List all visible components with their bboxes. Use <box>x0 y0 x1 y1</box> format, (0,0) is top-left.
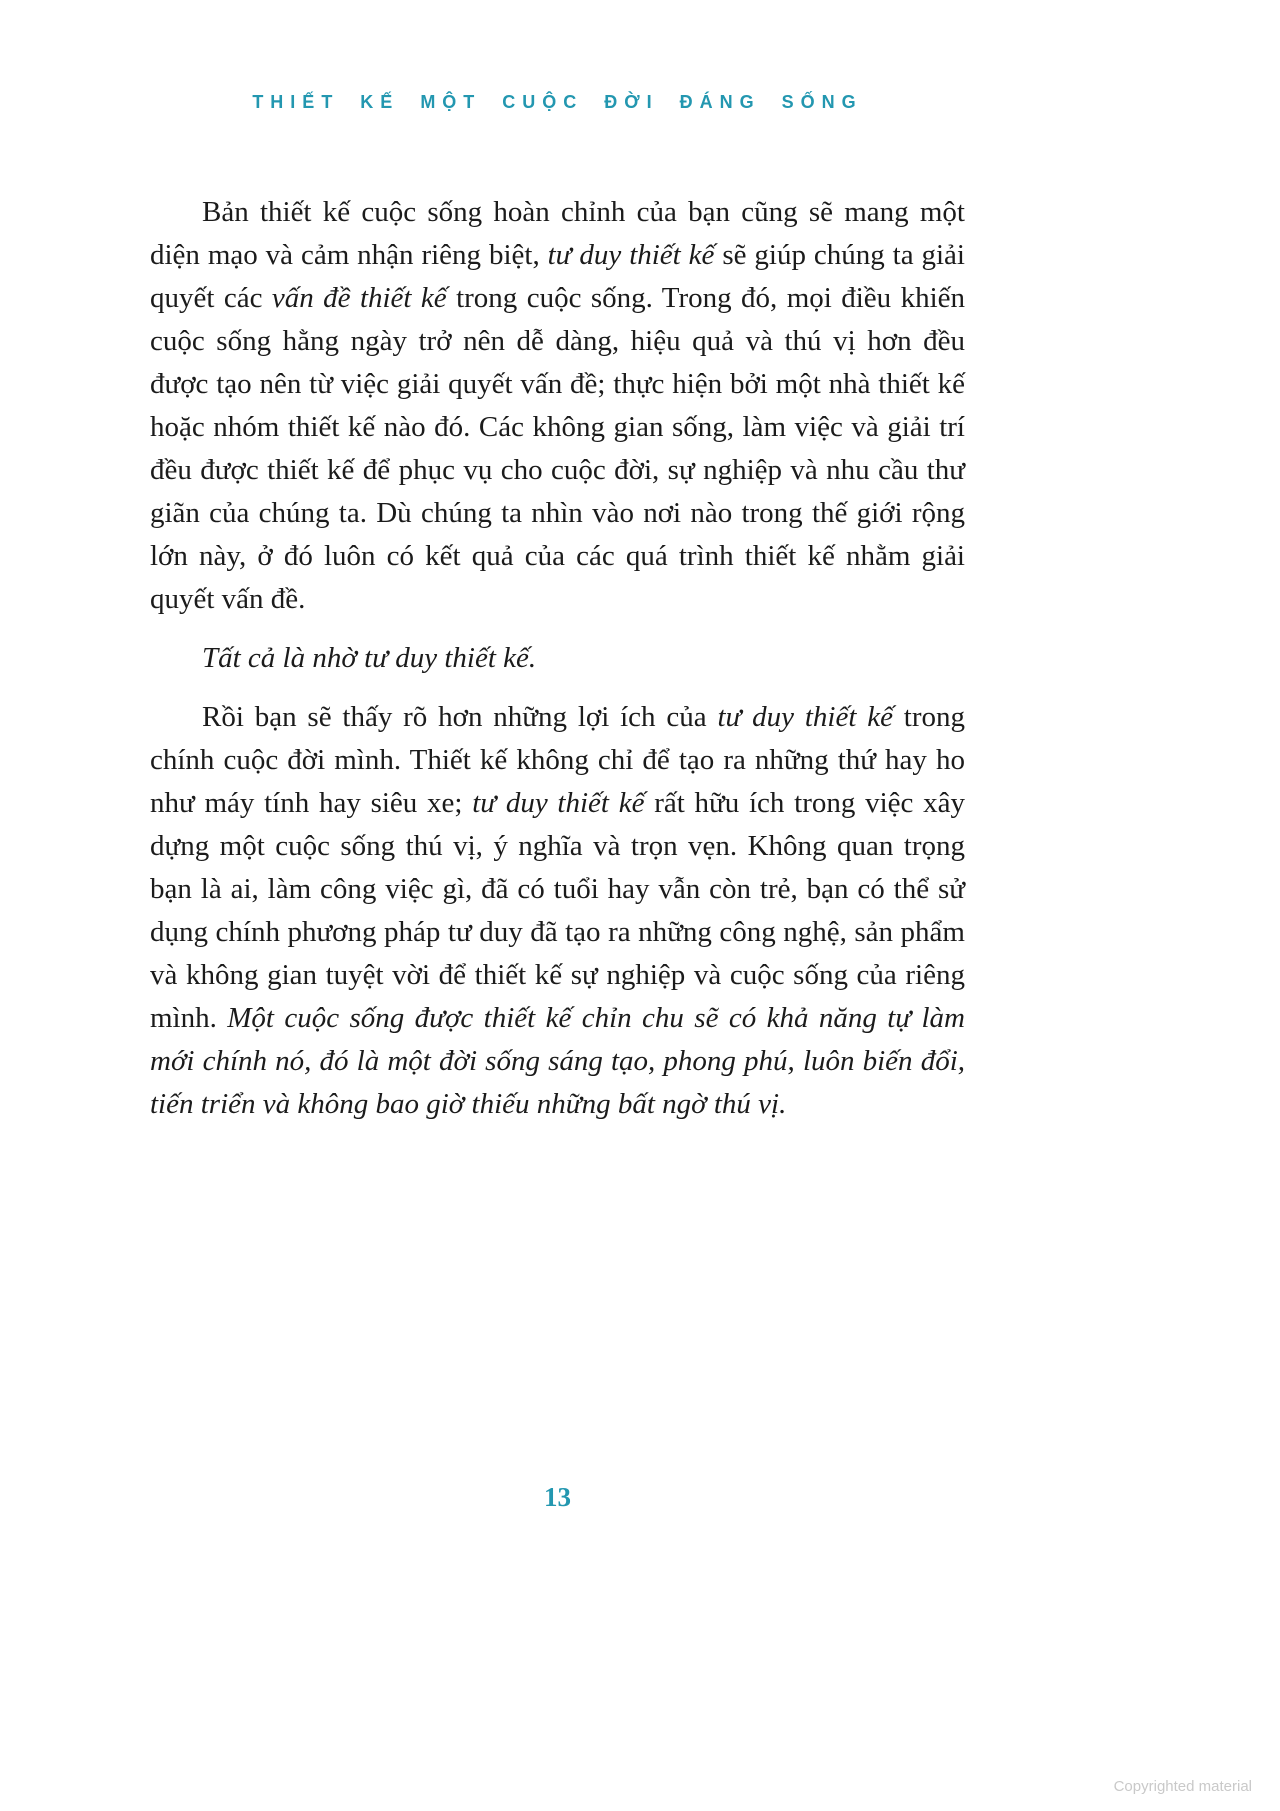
text-run: rất hữu ích trong việc xây dựng một cuộc sống thú vị, ý nghĩa và trọn vẹn. Không quan trọng bạn là ai, làm công việc gì, đã có tuổi hay vẫn còn trẻ, bạn có thể sử dụng chính phương pháp tư duy đã tạo ra những công nghệ, sản phẩm và không gian tuyệt vời để thiết kế sự nghiệp và cuộc sống của riêng mình. <box>150 787 965 1034</box>
paragraph <box>150 696 965 1126</box>
text-run-italic: tư duy thiết kế <box>547 239 715 271</box>
text-run-italic: vấn đề thiết kế <box>271 282 447 314</box>
copyright-watermark: Copyrighted material <box>1113 1778 1252 1795</box>
text-run: trong chính cuộc đời mình. Thiết kế không chỉ để tạo ra những thứ hay ho như máy tính hay siêu xe; <box>150 701 965 819</box>
paragraph <box>150 191 965 621</box>
page-number: 13 <box>544 1482 571 1512</box>
text-run-italic: tư duy thiết kế <box>472 787 645 819</box>
text-run: Bản thiết kế cuộc sống hoàn chỉnh của bạn cũng sẽ mang một diện mạo và cảm nhận riêng biệt, <box>150 196 965 271</box>
paragraph <box>150 637 965 680</box>
body-text <box>150 191 965 1126</box>
text-run: sẽ giúp chúng ta giải quyết các <box>150 239 965 314</box>
text-run: trong cuộc sống. Trong đó, mọi điều khiến cuộc sống hằng ngày trở nên dễ dàng, hiệu quả và thú vị hơn đều được tạo nên từ việc giải quyết vấn đề; thực hiện bởi một nhà thiết kế hoặc nhóm thiết kế nào đó. Các không gian sống, làm việc và giải trí đều được thiết kế để phục vụ cho cuộc đời, sự nghiệp và nhu cầu thư giãn của chúng ta. Dù chúng ta nhìn vào nơi nào trong thế giới rộng lớn này, ở đó luôn có kết quả của các quá trình thiết kế nhằm giải quyết vấn đề. <box>150 282 966 615</box>
running-header: THIẾT KẾ MỘT CUỘC ĐỜI ĐÁNG SỐNG <box>252 92 863 112</box>
text-run-italic: tư duy thiết kế <box>717 701 893 733</box>
text-run-italic: Một cuộc sống được thiết kế chỉn chu sẽ có khả năng tự làm mới chính nó, đó là một đời sống sáng tạo, phong phú, luôn biến đổi, tiến triển và không bao giờ thiếu những bất ngờ thú vị. <box>150 1002 965 1120</box>
text-run-italic: Tất cả là nhờ tư duy thiết kế. <box>202 642 537 674</box>
text-run: Rồi bạn sẽ thấy rõ hơn những lợi ích của <box>202 701 718 733</box>
